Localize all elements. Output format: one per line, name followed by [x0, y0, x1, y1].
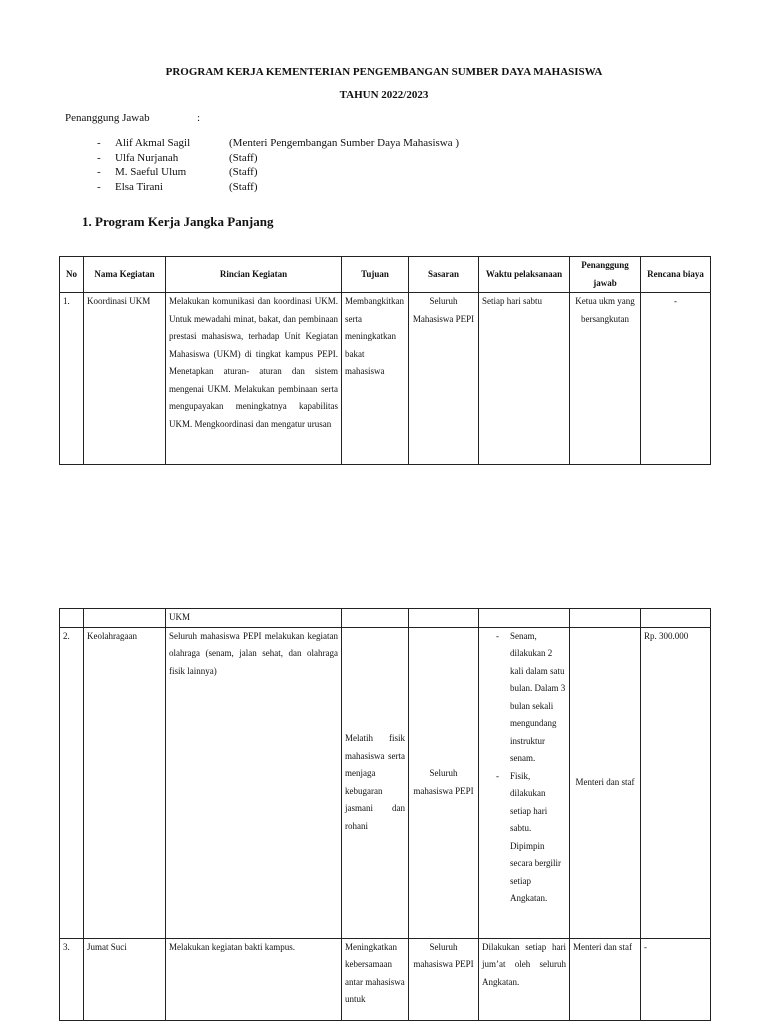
- list-item: [482, 628, 566, 768]
- pj-label: Penanggung Jawab: [65, 112, 150, 124]
- list-item: [482, 768, 566, 908]
- cell-waktu: [479, 627, 570, 938]
- cell-pj: [570, 609, 641, 628]
- cell-tujuan: [342, 609, 409, 628]
- cell-no: [60, 609, 84, 628]
- table-row: [60, 938, 711, 1020]
- person-role: (Staff): [229, 181, 258, 193]
- table-row: [60, 293, 711, 465]
- cell-tujuan: Melatih fisik mahasiswa serta menjaga kebugaran jasmani dan rohani: [342, 627, 409, 938]
- person-name: Ulfa Nurjanah: [115, 152, 179, 164]
- header-no: No: [60, 257, 84, 293]
- section-title: 1. Program Kerja Jangka Panjang: [82, 214, 274, 229]
- cell-no: 2.: [60, 627, 84, 938]
- cell-no: 3.: [60, 938, 84, 1020]
- person-role: (Menteri Pengembangan Sumber Daya Mahasiswa ): [229, 137, 460, 149]
- cell-sasaran: Seluruh Mahasiswa PEPI: [409, 293, 479, 465]
- cell-tujuan: Meningkatkan kebersamaan antar mahasiswa untuk: [342, 938, 409, 1020]
- person-role: (Staff): [229, 152, 258, 164]
- waktu-item-text: Senam, dilakukan 2 kali dalam satu bulan. Dalam 3 bulan sekali mengundang instruktur senam.: [510, 630, 566, 763]
- header-pj: Penanggung jawab: [570, 257, 641, 293]
- cell-pj: Menteri dan staf: [570, 938, 641, 1020]
- cell-no: 1.: [60, 293, 84, 465]
- program-table: [59, 256, 711, 465]
- cell-sasaran: Seluruh mahasiswa PEPI: [409, 938, 479, 1020]
- cell-biaya: [641, 609, 711, 628]
- dash-bullet: -: [496, 770, 499, 781]
- cell-rincian: Melakukan komunikasi dan koordinasi UKM. Untuk mewadahi minat, bakat, dan pembinaan prestasi mahasiswa, terhadap Unit Kegiatan Mahasiswa (UKM) di tingkat kampus PEPI. Menetapkan aturan- aturan dan sistem mengenai UKM. Melakukan pembinaan serta mengupayakan meningkatnya kapabilitas UKM. Mengkoordinasi dan mengatur urusan: [166, 293, 342, 465]
- continued-row: [60, 609, 711, 628]
- dash-bullet: -: [97, 181, 101, 193]
- header-sasaran: Sasaran: [409, 257, 479, 293]
- cell-waktu: Dilakukan setiap hari jum’at oleh seluruh Angkatan.: [479, 938, 570, 1020]
- cell-sasaran: [409, 609, 479, 628]
- cell-biaya: -: [641, 938, 711, 1020]
- cell-nama: [84, 609, 166, 628]
- cell-rincian: UKM: [166, 609, 342, 628]
- cell-pj: Menteri dan staf: [570, 627, 641, 938]
- waktu-item-text: Fisik, dilakukan setiap hari sabtu. Dipimpin secara bergilir setiap Angkatan.: [510, 770, 562, 903]
- cell-nama: Jumat Suci: [84, 938, 166, 1020]
- cell-nama: Koordinasi UKM: [84, 293, 166, 465]
- program-table-continued: [59, 608, 711, 1021]
- table-header-row: [60, 257, 711, 293]
- pj-colon: :: [197, 112, 201, 124]
- doc-year: TAHUN 2022/2023: [339, 89, 429, 101]
- cell-sasaran: Seluruh mahasiswa PEPI: [409, 627, 479, 938]
- cell-rincian: Seluruh mahasiswa PEPI melakukan kegiatan olahraga (senam, jalan sehat, dan olahraga fisik lainnya): [166, 627, 342, 938]
- person-name: M. Saeful Ulum: [115, 166, 187, 178]
- waktu-list: [482, 628, 566, 908]
- doc-title: PROGRAM KERJA KEMENTERIAN PENGEMBANGAN SUMBER DAYA MAHASISWA: [165, 66, 603, 78]
- person-role: (Staff): [229, 166, 258, 178]
- header-rincian: Rincian Kegiatan: [166, 257, 342, 293]
- cell-nama: Keolahragaan: [84, 627, 166, 938]
- table-row: [60, 627, 711, 938]
- cell-tujuan: Membangkitkan serta meningkatkan bakat mahasiswa: [342, 293, 409, 465]
- person-name: Alif Akmal Sagil: [115, 137, 191, 149]
- dash-bullet: -: [97, 137, 101, 149]
- header-biaya: Rencana biaya: [641, 257, 711, 293]
- dash-bullet: -: [97, 166, 101, 178]
- person-name: Elsa Tirani: [115, 181, 163, 193]
- cell-pj: Ketua ukm yang bersangkutan: [570, 293, 641, 465]
- header-tujuan: Tujuan: [342, 257, 409, 293]
- header-waktu: Waktu pelaksanaan: [479, 257, 570, 293]
- cell-waktu: Setiap hari sabtu: [479, 293, 570, 465]
- header-nama: Nama Kegiatan: [84, 257, 166, 293]
- cell-waktu: [479, 609, 570, 628]
- cell-biaya: -: [641, 293, 711, 465]
- dash-bullet: -: [496, 630, 499, 641]
- dash-bullet: -: [97, 152, 101, 164]
- cell-rincian: Melakukan kegiatan bakti kampus.: [166, 938, 342, 1020]
- cell-biaya: Rp. 300.000: [641, 627, 711, 938]
